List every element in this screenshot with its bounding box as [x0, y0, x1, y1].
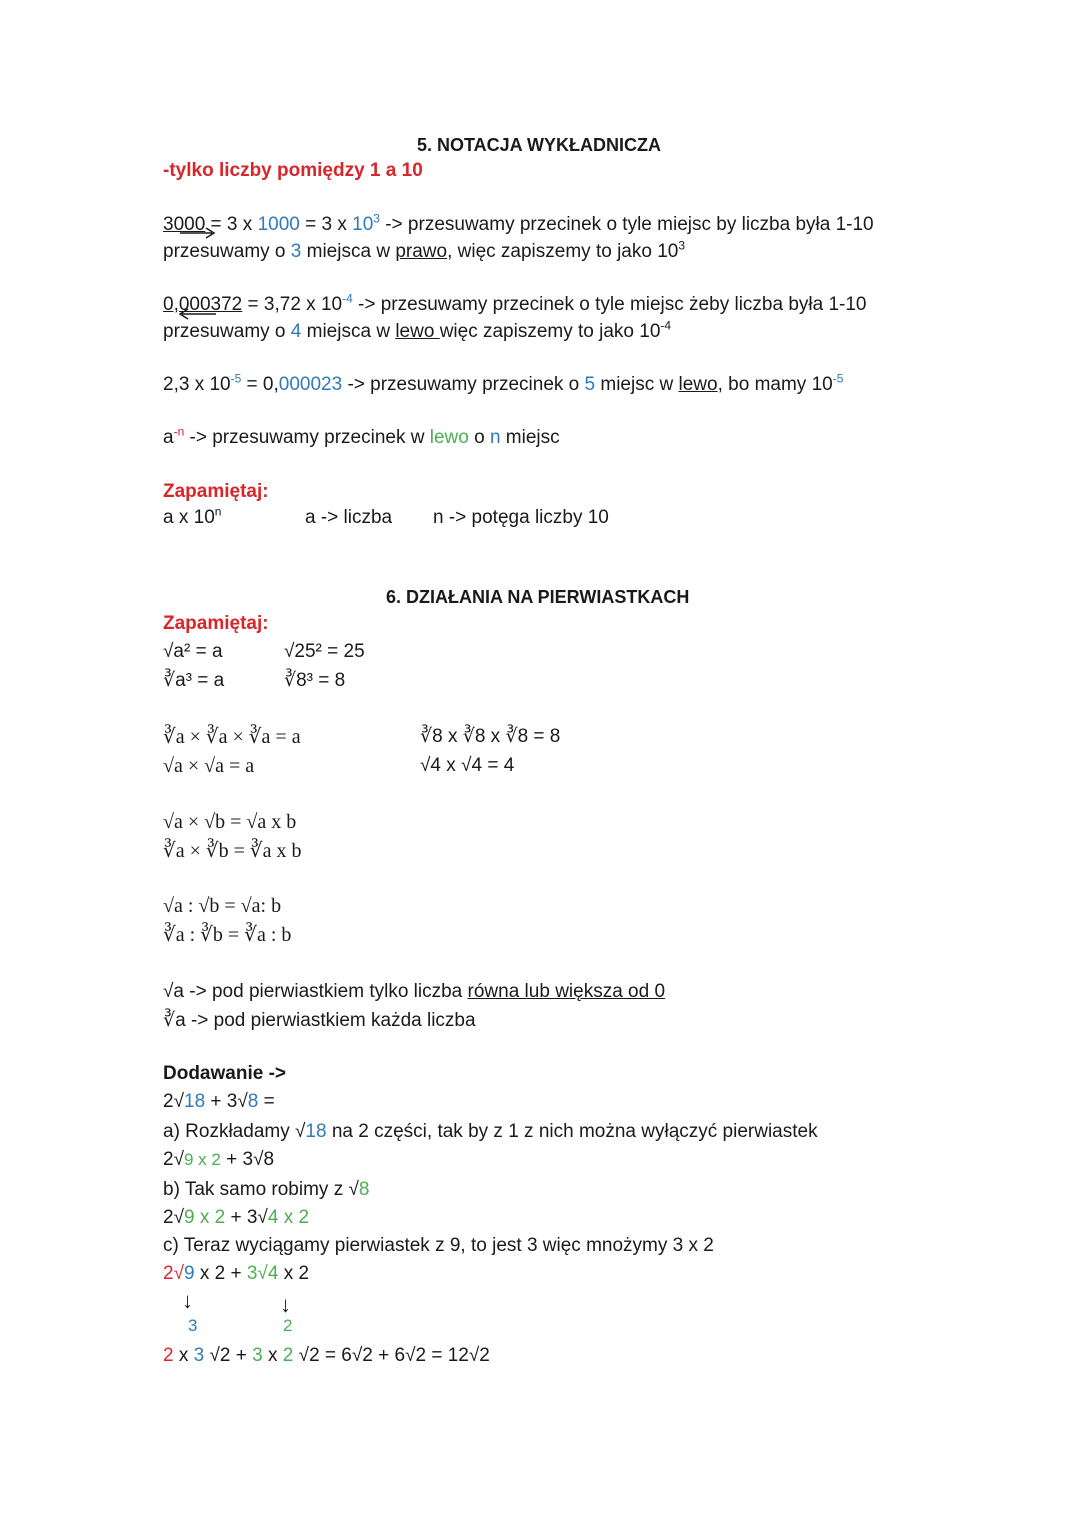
text: 2√	[163, 1207, 184, 1228]
example-2-line-1	[163, 292, 866, 318]
text: + 3√	[225, 1207, 268, 1228]
coefficient: 2	[163, 1345, 174, 1366]
exponent: -4	[342, 291, 353, 306]
variable: n	[489, 427, 501, 448]
text: miejsc w	[595, 374, 679, 395]
exponent: n	[214, 504, 222, 519]
text: o	[468, 427, 490, 448]
exponent: -5	[832, 371, 844, 386]
exponent: 3	[373, 211, 380, 226]
left-arrow-icon	[176, 306, 220, 320]
text: przesuwamy o	[163, 321, 291, 342]
text: -> przesuwamy przecinek w	[184, 427, 430, 448]
rule-cbrt-divide: ∛a : ∛b = ∛a : b	[163, 924, 292, 946]
remember-heading: Zapamiętaj:	[163, 481, 269, 502]
domain-cbrt: ∛a -> pod pierwiastkiem każda liczba	[163, 1010, 476, 1031]
step-c: c) Teraz wyciągamy pierwiastek z 9, to jest 3 więc mnożymy 3 x 2	[163, 1235, 714, 1256]
text: = 3,72 x 10	[242, 294, 343, 315]
domain-sqrt	[163, 979, 665, 1005]
radicand: 18	[305, 1121, 327, 1142]
example-1-line-2	[163, 239, 685, 265]
radicand: 9	[184, 1263, 195, 1284]
example-sqrt-product: √4 x √4 = 4	[420, 755, 515, 776]
example-sqrt-square: √25² = 25	[284, 641, 365, 662]
extracted-root-3: 3	[188, 1316, 198, 1335]
remember-heading-2: Zapamiętaj:	[163, 613, 269, 634]
text: miejsca w	[301, 321, 396, 342]
rule-sqrt-product: √a × √a = a	[163, 755, 255, 777]
radicand: 4	[267, 1263, 279, 1284]
power-base: 10	[352, 214, 374, 235]
condition: równa lub większa od 0	[467, 981, 666, 1002]
number-3000: 3000	[163, 214, 206, 235]
text: √a -> pod pierwiastkiem tylko liczba	[163, 981, 468, 1002]
exponent: -4	[660, 318, 672, 333]
addition-expression	[163, 1089, 275, 1115]
text: a) Rozkładamy √	[163, 1121, 306, 1142]
decimal-number: 0,000372	[163, 294, 243, 315]
text: -> przesuwamy przecinek o tyle miejsc by liczba była 1-10	[379, 214, 874, 235]
text: = 3 x	[299, 214, 353, 235]
text: przesuwamy o	[163, 241, 291, 262]
count: 5	[584, 374, 596, 395]
remember-a: a -> liczba	[305, 507, 393, 528]
addition-heading: Dodawanie ->	[163, 1063, 286, 1084]
direction: lewo	[429, 427, 469, 448]
example-1-line-1	[163, 212, 874, 238]
text: więc zapiszemy to jako 10	[439, 321, 661, 342]
step-a	[163, 1119, 818, 1145]
exponent: -n	[173, 424, 185, 439]
radicand: 18	[184, 1091, 206, 1112]
exponent: -5	[230, 371, 242, 386]
text: √2 = 6√2 + 6√2 = 12√2	[293, 1345, 490, 1366]
text: a	[163, 427, 174, 448]
down-arrow-icon: ↓	[280, 1292, 291, 1317]
section-5-title: 5. NOTACJA WYKŁADNICZA	[417, 135, 661, 155]
direction: prawo	[395, 241, 448, 262]
radicand: 9 x 2	[184, 1150, 221, 1169]
text: x	[262, 1345, 283, 1366]
text: x 2	[278, 1263, 310, 1284]
text: 2√	[163, 1263, 184, 1284]
text: -> przesuwamy przecinek o tyle miejsc żeby liczba była 1-10	[352, 294, 867, 315]
direction: lewo	[678, 374, 718, 395]
text: 2√	[163, 1091, 184, 1112]
text: miejsca w	[301, 241, 396, 262]
text: b) Tak samo robimy z √	[163, 1179, 359, 1200]
text: = 3 x	[205, 214, 258, 235]
extracted-root-2: 2	[283, 1316, 293, 1335]
text: + 3√	[205, 1091, 248, 1112]
rule-sqrt-multiply: √a × √b = √a x b	[163, 811, 297, 833]
text: na 2 części, tak by z 1 z nich można wyłączyć pierwiastek	[326, 1121, 818, 1142]
text: √2 +	[204, 1345, 253, 1366]
radicand: 8	[247, 1091, 259, 1112]
count: 3	[290, 241, 302, 262]
root-value: 2	[282, 1345, 294, 1366]
text: x 2 +	[194, 1263, 247, 1284]
coefficient: 3	[252, 1345, 263, 1366]
digits: 000023	[278, 374, 343, 395]
example-2-line-2	[163, 319, 671, 345]
text: -> przesuwamy przecinek o	[342, 374, 585, 395]
text: , bo mamy 10	[717, 374, 833, 395]
direction: lewo	[395, 321, 440, 342]
text: 2,3 x 10	[163, 374, 231, 395]
number-1000: 1000	[257, 214, 300, 235]
radicand: 8	[358, 1179, 370, 1200]
right-arrow-icon	[178, 225, 218, 239]
text: miejsc	[500, 427, 560, 448]
text: a x 10	[163, 507, 215, 528]
rule-cbrt-multiply: ∛a × ∛b = ∛a x b	[163, 840, 302, 862]
final-result	[163, 1343, 490, 1369]
down-arrow-icon: ↓	[182, 1288, 193, 1313]
text: = 0,	[241, 374, 279, 395]
text: , więc zapiszemy to jako 10	[447, 241, 679, 262]
remember-formula	[163, 505, 221, 531]
step-b	[163, 1177, 370, 1203]
coefficient: 3√	[246, 1263, 268, 1284]
example-cbrt-cube: ∛8³ = 8	[284, 670, 346, 691]
section-5-subtitle: -tylko liczby pomiędzy 1 a 10	[163, 160, 423, 181]
example-cbrt-product: ∛8 x ∛8 x ∛8 = 8	[420, 726, 561, 747]
rule-cbrt-cube: ∛a³ = a	[163, 670, 225, 691]
example-4	[163, 425, 560, 451]
rule-cbrt-product: ∛a × ∛a × ∛a = a	[163, 726, 301, 748]
step-a-result	[163, 1147, 274, 1173]
exponent: 3	[678, 238, 686, 253]
radicand: 4 x 2	[267, 1207, 310, 1228]
rule-sqrt-square: √a² = a	[163, 641, 223, 662]
text: + 3√8	[220, 1149, 275, 1170]
example-3	[163, 372, 843, 398]
remember-n: n -> potęga liczby 10	[433, 507, 609, 528]
section-6-title: 6. DZIAŁANIA NA PIERWIASTKACH	[386, 587, 690, 607]
radicand: 9 x 2	[184, 1207, 226, 1228]
root-value: 3	[193, 1345, 205, 1366]
rule-sqrt-divide: √a : √b = √a: b	[163, 895, 282, 917]
step-c-result	[163, 1261, 309, 1287]
step-b-result	[163, 1205, 309, 1231]
text: =	[258, 1091, 275, 1112]
count: 4	[290, 321, 302, 342]
text: 2√	[163, 1149, 184, 1170]
text: x	[173, 1345, 194, 1366]
